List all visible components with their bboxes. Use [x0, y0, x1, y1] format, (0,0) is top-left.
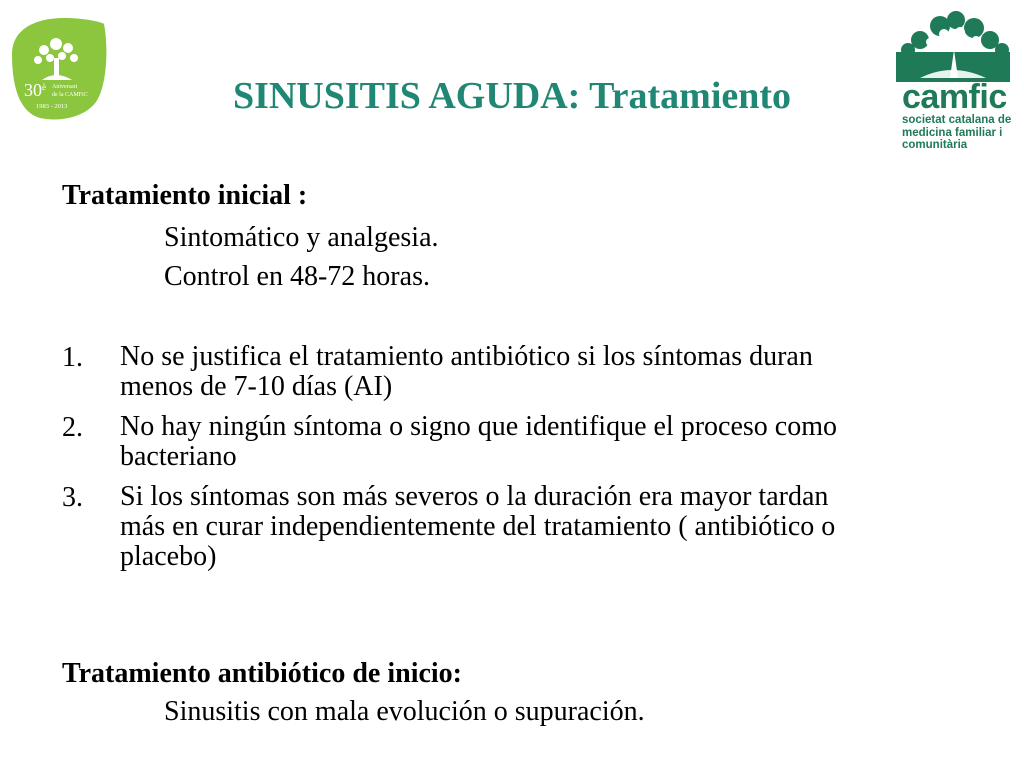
svg-text:Aniversari: Aniversari [52, 84, 78, 90]
antibiotic-line: Sinusitis con mala evolución o supuración. [164, 696, 645, 727]
list-item: No hay ningún síntoma o signo que identifique el proceso como bacteriano [120, 411, 837, 472]
initial-line-2: Control en 48-72 horas. [164, 261, 430, 292]
list-item: Si los síntomas son más severos o la duración era mayor tardan más en curar independientemente del tratamiento ( antibiótico o placebo) [120, 481, 836, 572]
badge-number: 30 [24, 80, 42, 100]
section-heading-antibiotic: Tratamiento antibiótico de inicio: [62, 658, 462, 689]
logo-subtitle: societat catalana de medicina familiar i comunitària [902, 114, 1012, 151]
list-number: 3. [62, 482, 83, 513]
list-number: 1. [62, 342, 83, 373]
slide-title: SINUSITIS AGUDA: Tratamiento [232, 75, 792, 117]
initial-line-1: Sintomático y analgesia. [164, 222, 439, 253]
list-item: No se justifica el tratamiento antibiótico si los síntomas duran menos de 7-10 días (AI) [120, 341, 813, 402]
logo-wordmark: camfic [902, 78, 1007, 116]
svg-text:è: è [42, 82, 46, 92]
section-heading-initial: Tratamiento inicial : [62, 180, 308, 211]
badge-years: 1983 - 2013 [36, 103, 68, 110]
svg-text:de la CAMFiC: de la CAMFiC [52, 92, 88, 98]
list-number: 2. [62, 412, 83, 443]
